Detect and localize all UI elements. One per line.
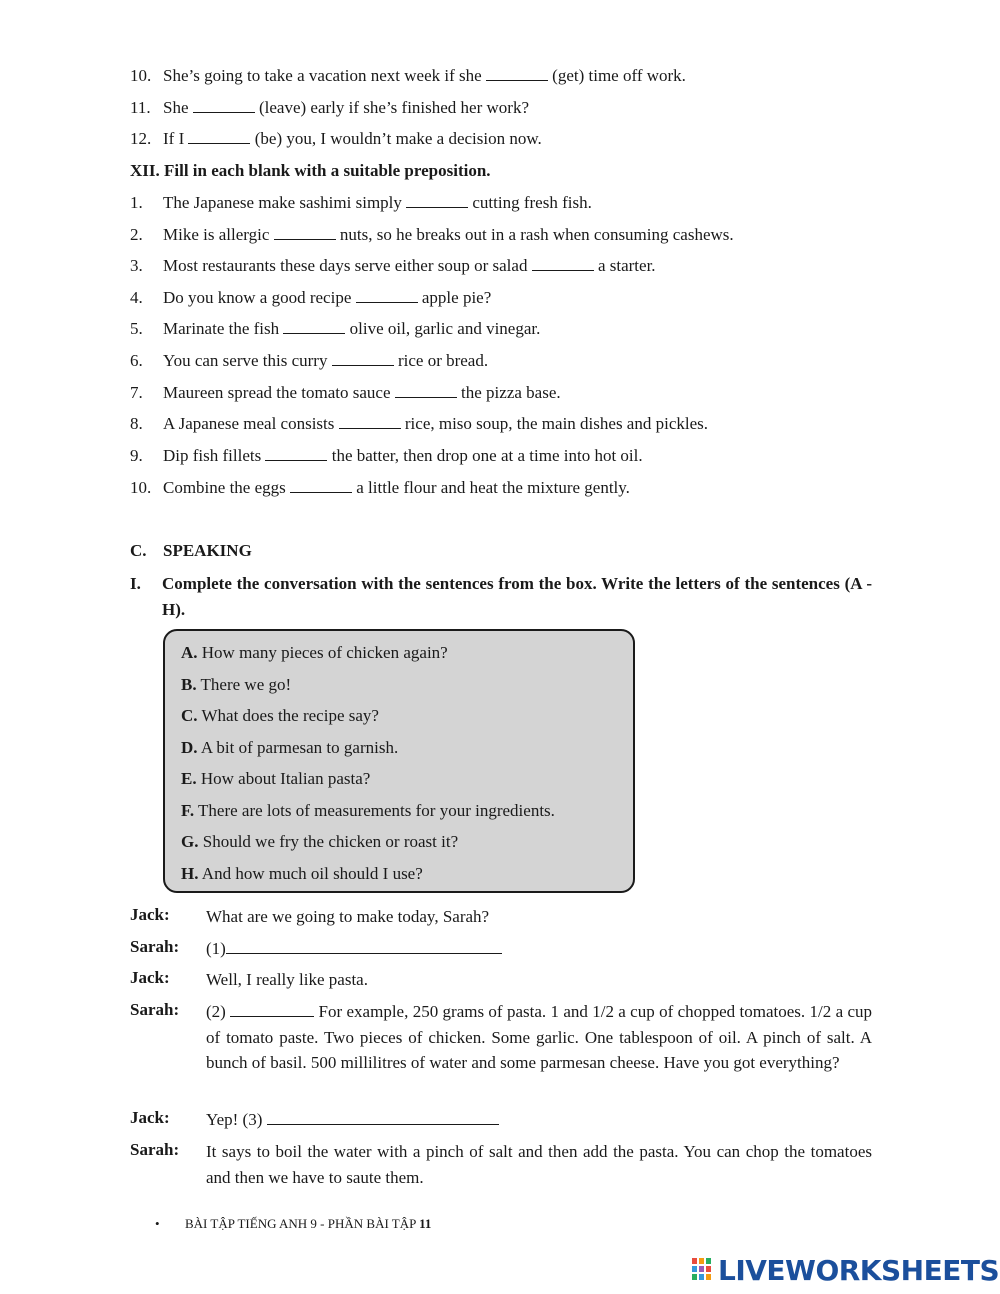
answer-blank[interactable] — [332, 350, 394, 366]
answer-blank[interactable] — [283, 318, 345, 334]
dialogue-line: (1) — [206, 936, 872, 962]
options-box — [163, 629, 635, 893]
dialogue-line: What are we going to make today, Sarah? — [206, 907, 490, 926]
answer-blank[interactable] — [532, 255, 594, 271]
speaker-label: Jack: — [130, 968, 170, 987]
option-item: D. A bit of parmesan to garnish. — [181, 738, 399, 757]
option-item: E. How about Italian pasta? — [181, 769, 371, 788]
option-item: G. Should we fry the chicken or roast it? — [181, 832, 459, 851]
liveworksheets-logo-icon — [692, 1258, 712, 1280]
exercise-item: 12. If I (be) you, I wouldn’t make a decision now. — [130, 129, 542, 148]
exercise-item: 5. Marinate the fish olive oil, garlic and vinegar. — [130, 319, 541, 338]
answer-blank[interactable] — [406, 192, 468, 208]
answer-blank[interactable] — [267, 1109, 499, 1125]
dialogue-line: It says to boil the water with a pinch of salt and then add the pasta. You can chop the tomatoes and then we have to saute them. — [206, 1142, 872, 1187]
answer-blank[interactable] — [265, 445, 327, 461]
speaker-label: Sarah: — [130, 1140, 180, 1159]
dialogue-line: (2) For example, 250 grams of pasta. 1 and 1/2 a cup of chopped tomatoes. 1/2 a cup of tomato paste. Two pieces of chicken. Some garlic. One tablespoon of oil. A pinch of salt. A bunch of basil. 500 millilitres of water and some parmesan cheese. Have you got everything? — [206, 1002, 873, 1072]
option-item: F. There are lots of measurements for your ingredients. — [181, 801, 555, 820]
exercise-item: 4. Do you know a good recipe apple pie? — [130, 288, 492, 307]
exercise-item: 7. Maureen spread the tomato sauce the pizza base. — [130, 383, 561, 402]
option-item: C. What does the recipe say? — [181, 706, 379, 725]
answer-blank[interactable] — [339, 413, 401, 429]
answer-blank[interactable] — [356, 287, 418, 303]
exercise-item: 9. Dip fish fillets the batter, then drop one at a time into hot oil. — [130, 446, 643, 465]
exercise-item: 8. A Japanese meal consists rice, miso soup, the main dishes and pickles. — [130, 414, 709, 433]
exercise-item: 6. You can serve this curry rice or bread. — [130, 351, 489, 370]
task-instruction: I. Complete the conversation with the sentences from the box. Write the letters of the sentences (A - H). — [130, 574, 872, 619]
answer-blank[interactable] — [274, 224, 336, 240]
answer-blank[interactable] — [226, 938, 502, 954]
answer-blank[interactable] — [486, 65, 548, 81]
exercise-item: 3. Most restaurants these days serve either soup or salad a starter. — [130, 256, 656, 275]
exercise-item: 1. The Japanese make sashimi simply cutting fresh fish. — [130, 193, 592, 212]
exercise-item: 10. She’s going to take a vacation next week if she (get) time off work. — [130, 66, 686, 85]
section-title: C. SPEAKING — [130, 541, 252, 560]
answer-blank[interactable] — [290, 477, 352, 493]
speaker-label: Sarah: — [130, 937, 180, 956]
answer-blank[interactable] — [230, 1001, 314, 1017]
option-item: B. There we go! — [181, 675, 292, 694]
speaker-label: Sarah: — [130, 1000, 180, 1019]
option-item: H. And how much oil should I use? — [181, 864, 423, 883]
exercise-item: 10. Combine the eggs a little flour and heat the mixture gently. — [130, 478, 630, 497]
section-heading: XII. Fill in each blank with a suitable preposition. — [130, 161, 491, 180]
dialogue-line: Well, I really like pasta. — [206, 970, 368, 989]
exercise-item: 11. She (leave) early if she’s finished her work? — [130, 98, 529, 117]
option-item: A. How many pieces of chicken again? — [181, 643, 448, 662]
answer-blank[interactable] — [395, 382, 457, 398]
answer-blank[interactable] — [188, 128, 250, 144]
exercise-item: 2. Mike is allergic nuts, so he breaks out in a rash when consuming cashews. — [130, 225, 734, 244]
liveworksheets-logo: LIVEWORKSHEETS — [692, 1254, 999, 1284]
speaker-label: Jack: — [130, 1108, 170, 1127]
answer-blank[interactable] — [193, 97, 255, 113]
dialogue-line: Yep! (3) — [206, 1107, 872, 1133]
speaker-label: Jack: — [130, 905, 170, 924]
page-footer: • BÀI TẬP TIẾNG ANH 9 - PHẦN BÀI TẬP 11 — [155, 1216, 432, 1231]
